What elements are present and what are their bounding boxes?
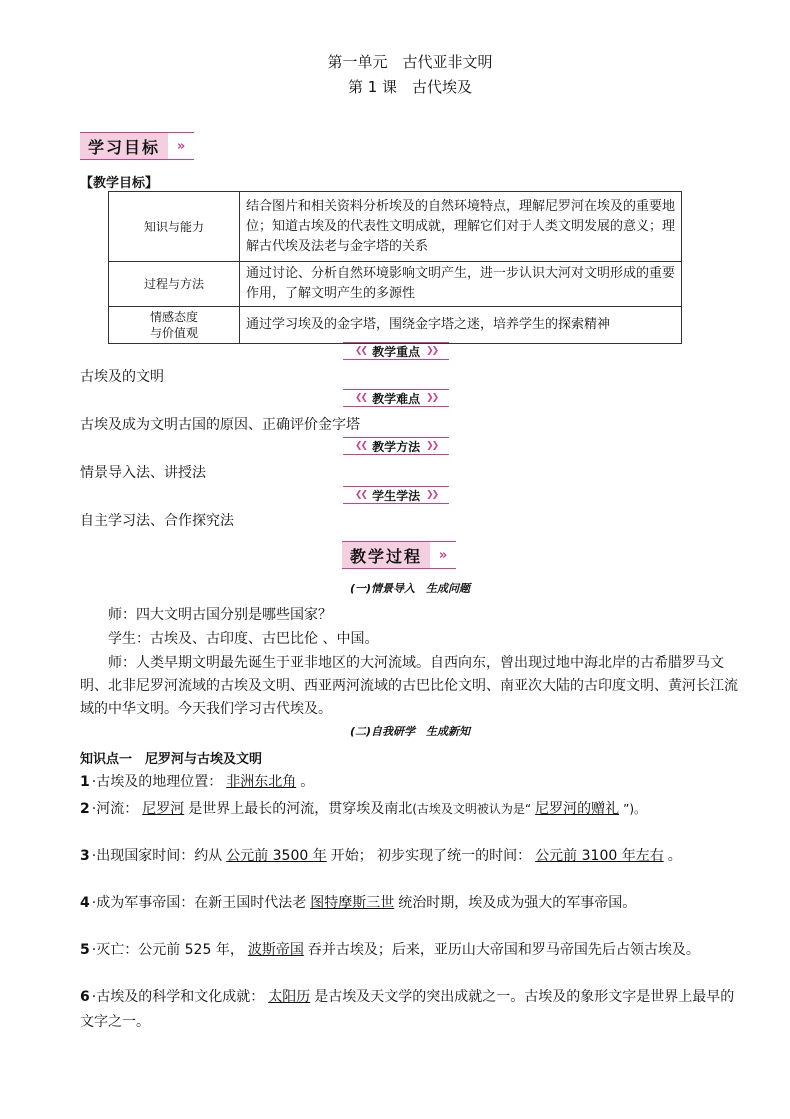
answer-blank: 公元前 3500 年 bbox=[226, 848, 327, 864]
goal-value: 结合图片和相关资料分析埃及的自然环境特点，理解尼罗河在埃及的重要地位；知道古埃及的代表性文明成就，理解它们对于人类文明发展的意义；理解古代埃及法老与金字塔的关系 bbox=[240, 192, 682, 262]
part1-title: (一)情景导入 生成问题 bbox=[349, 582, 471, 595]
key-points-label: ❮❮ 教学重点 ❯❯ bbox=[343, 342, 449, 360]
double-chevron-right-icon: » bbox=[430, 542, 456, 568]
student-methods-label: ❮❮ 学生学法 ❯❯ bbox=[343, 486, 449, 504]
knowledge-point-title: 知识点一 尼罗河与古埃及文明 bbox=[80, 752, 263, 767]
answer-blank: 公元前 3100 年左右 bbox=[535, 848, 664, 864]
student-methods-text: 自主学习法、合作探究法 bbox=[80, 513, 234, 529]
goal-key-line: 情感态度 bbox=[149, 310, 198, 324]
question-3: 3 ·出现国家时间：约从 公元前 3500 年 开始； 初步实现了统一的时间： 公元前 3100 年左右 。 bbox=[80, 848, 682, 864]
double-chevron-right-icon: » bbox=[168, 133, 194, 159]
question-2: 2 ·河流： 尼罗河 是世界上最长的河流，贯穿埃及南北(古埃及文明被认为是“ 尼罗河的赠礼 ”)。 bbox=[80, 801, 647, 817]
objectives-banner bbox=[80, 132, 194, 160]
question-6: 6 ·古埃及的科学和文化成就： 太阳历 是古埃及天文学的突出成就之一。古埃及的象形文字是世界上最早的文字之一。 bbox=[80, 989, 735, 1030]
unit-title: 第一单元 古代亚非文明 bbox=[327, 53, 493, 71]
part2-title: (二)自我研学 生成新知 bbox=[349, 725, 471, 738]
double-chevron-left-icon: ❮❮ bbox=[355, 490, 367, 500]
objectives-banner-label: 学习目标 bbox=[80, 133, 168, 159]
table-row bbox=[109, 262, 682, 307]
table-row bbox=[109, 192, 682, 262]
double-chevron-left-icon: ❮❮ bbox=[355, 346, 367, 356]
student-answer: 学生：古埃及、古印度、古巴比伦 、中国。 bbox=[108, 631, 379, 647]
methods-label: ❮❮ 教学方法 ❯❯ bbox=[343, 437, 449, 455]
goal-key: 过程与方法 bbox=[109, 262, 240, 307]
question-5: 5 ·灭亡：公元前 525 年， 波斯帝国 吞并古埃及；后来，亚历山大帝国和罗马帝国先后占领古埃及。 bbox=[80, 942, 700, 958]
answer-blank: 尼罗河 bbox=[142, 801, 185, 817]
goal-key-line: 与价值观 bbox=[149, 326, 198, 340]
teaching-goals-heading: 【教学目标】 bbox=[80, 176, 159, 191]
double-chevron-left-icon: ❮❮ bbox=[355, 393, 367, 403]
answer-blank: 尼罗河的赠礼 bbox=[535, 801, 620, 817]
goal-key bbox=[109, 307, 240, 344]
lesson-title: 第 1 课 古代埃及 bbox=[347, 78, 473, 96]
process-banner-label: 教学过程 bbox=[342, 542, 430, 568]
goal-key: 知识与能力 bbox=[109, 192, 240, 262]
double-chevron-left-icon: ❮❮ bbox=[355, 441, 367, 451]
double-chevron-right-icon: ❯❯ bbox=[426, 441, 438, 451]
key-points-text: 古埃及的文明 bbox=[80, 369, 164, 385]
answer-blank: 太阳历 bbox=[268, 989, 311, 1005]
goal-value: 通过学习埃及的金字塔，围绕金字塔之迷，培养学生的探索精神 bbox=[240, 307, 682, 344]
question-4: 4 ·成为军事帝国：在新王国时代法老 图特摩斯三世 统治时期，埃及成为强大的军事帝国。 bbox=[80, 895, 637, 911]
answer-blank: 图特摩斯三世 bbox=[310, 895, 395, 911]
goal-value: 通过讨论、分析自然环境影响文明产生，进一步认识大河对文明形成的重要作用，了解文明产生的多源性 bbox=[240, 262, 682, 307]
double-chevron-right-icon: ❯❯ bbox=[426, 490, 438, 500]
table-row bbox=[109, 307, 682, 344]
answer-blank: 非洲东北角 bbox=[226, 774, 297, 790]
process-banner bbox=[342, 541, 456, 569]
difficulties-text: 古埃及成为文明古国的原因、正确评价金字塔 bbox=[80, 417, 360, 433]
answer-blank: 波斯帝国 bbox=[247, 942, 304, 958]
teaching-goals-table bbox=[108, 191, 682, 344]
methods-text: 情景导入法、讲授法 bbox=[80, 465, 206, 481]
double-chevron-right-icon: ❯❯ bbox=[426, 393, 438, 403]
question-1: 1 ·古埃及的地理位置： 非洲东北角 。 bbox=[80, 774, 315, 790]
difficulties-label: ❮❮ 教学难点 ❯❯ bbox=[343, 389, 449, 407]
teacher-intro: 师：人类早期文明最先诞生于亚非地区的大河流域。自西向东，曾出现过地中海北岸的古希腊罗马文明、北非尼罗河流域的古埃及文明、西亚两河流域的古巴比伦文明、南亚次大陆的古印度文明、黄河长江流域的中华文明。今天我们学习古代埃及。 bbox=[80, 655, 738, 717]
teacher-question: 师：四大文明古国分别是哪些国家？ bbox=[108, 607, 332, 623]
double-chevron-right-icon: ❯❯ bbox=[426, 346, 438, 356]
